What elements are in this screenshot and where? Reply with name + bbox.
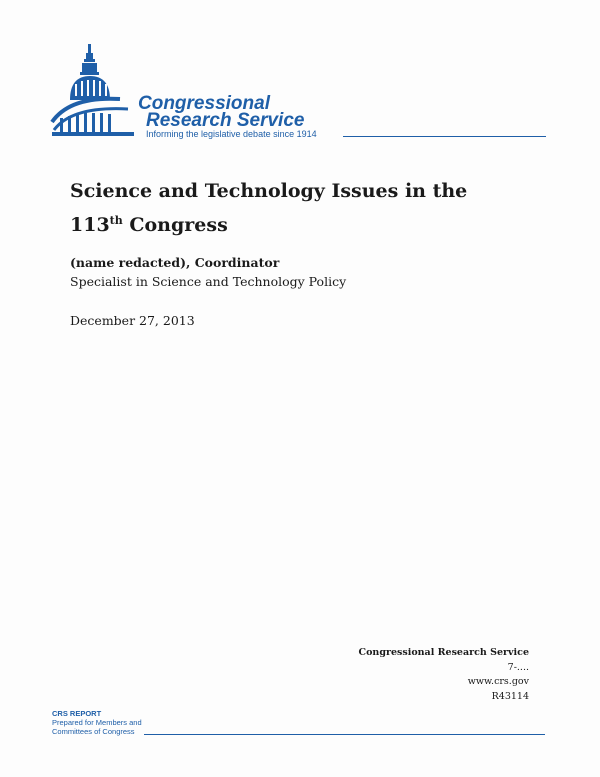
title-line2: Congress [129,214,228,236]
capitol-dome-icon [50,42,140,142]
logo-title-line1: Congressional [138,93,270,114]
tagline-divider [343,136,546,137]
title-ordinal-suffix: th [109,214,123,227]
footer-website[interactable]: www.crs.gov [467,676,529,687]
crs-report-label: CRS REPORT [52,709,102,718]
report-title [70,176,540,240]
footer-organization: Congressional Research Service [358,647,529,658]
prepared-for-line1: Prepared for Members and [52,718,142,727]
footer-phone: 7-.... [507,661,529,673]
crs-logo [50,40,550,145]
title-number: 113 [70,214,110,236]
footer-report-number: R43114 [491,690,529,702]
report-date: December 27, 2013 [70,313,195,328]
contact-block [359,646,529,704]
author-name: (name redacted), Coordinator [70,255,280,270]
logo-title-line2: Research Service [146,110,305,131]
logo-tagline: Informing the legislative debate since 1914 [146,129,317,139]
crs-report-label-block [52,709,142,736]
title-line1: Science and Technology Issues in the [70,180,468,202]
footer-divider [144,734,545,735]
author-position: Specialist in Science and Technology Policy [70,274,347,289]
prepared-for-line2: Committees of Congress [52,727,135,736]
